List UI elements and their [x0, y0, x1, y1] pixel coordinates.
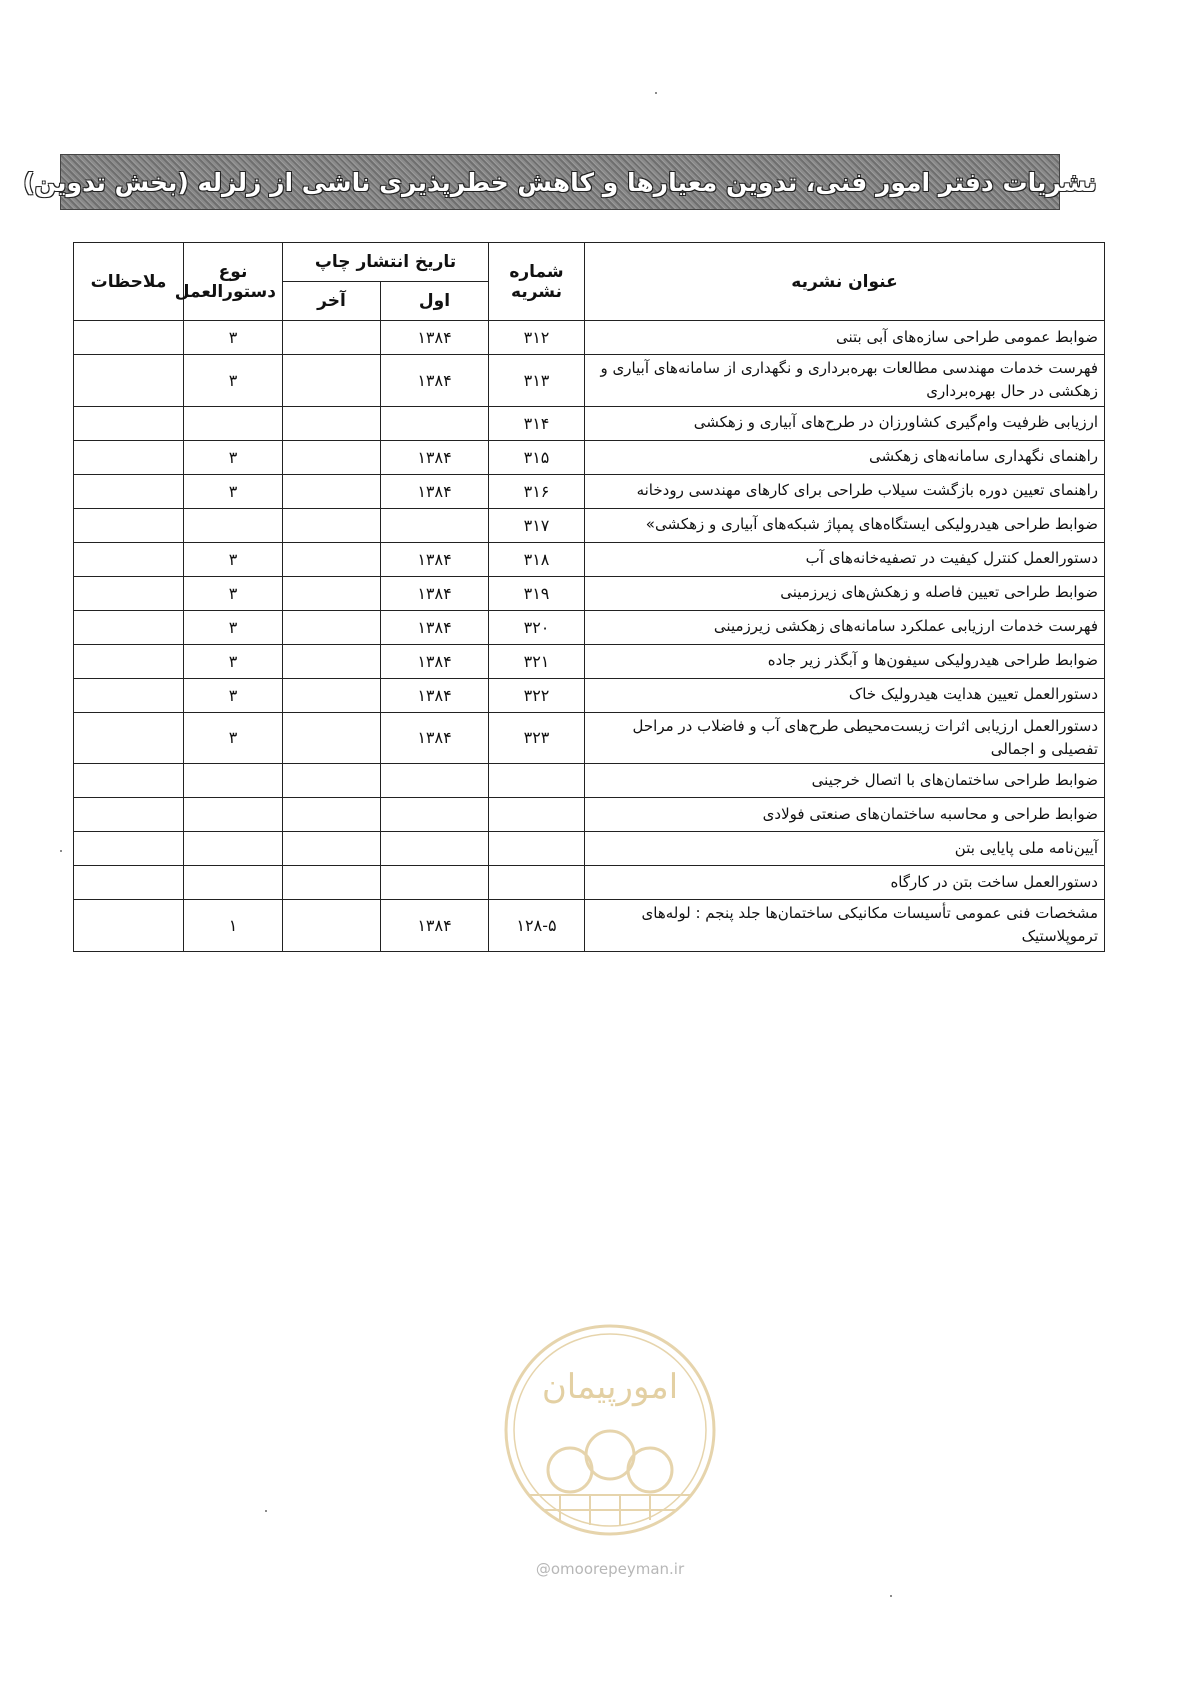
table-row: [74, 440, 1105, 474]
document-title: نشریات دفتر امور فنی، تدوین معیارها و کاهش خطرپذیری ناشی از زلزله (بخش تدوین): [23, 167, 1097, 197]
table-row: [74, 678, 1105, 712]
cell-first-print: [381, 764, 489, 798]
cell-number: ۳۲۳: [489, 712, 585, 764]
cell-type: ۳: [184, 678, 283, 712]
table-row: [74, 406, 1105, 440]
cell-first-print: ۱۳۸۴: [381, 474, 489, 508]
cell-last-print: [283, 712, 381, 764]
cell-last-print: [283, 474, 381, 508]
website-watermark: @omoorepeyman.ir: [535, 1560, 685, 1578]
header-number: [489, 243, 585, 321]
cell-notes: [74, 678, 184, 712]
cell-title: ضوابط طراحی ساختمان‌های با اتصال خرجینی: [585, 764, 1105, 798]
table-row: [74, 866, 1105, 900]
cell-number: ۱۲۸-۵: [489, 900, 585, 952]
cell-first-print: ۱۳۸۴: [381, 355, 489, 407]
table-row: [74, 644, 1105, 678]
cell-last-print: [283, 832, 381, 866]
cell-type: [184, 866, 283, 900]
header-print-date: تاریخ انتشار چاپ: [283, 243, 489, 282]
cell-title: فهرست خدمات ارزیابی عملکرد سامانه‌های زهکشی زیرزمینی: [585, 610, 1105, 644]
scan-speck: [655, 92, 657, 94]
cell-first-print: ۱۳۸۴: [381, 900, 489, 952]
cell-number: ۳۱۶: [489, 474, 585, 508]
cell-notes: [74, 321, 184, 355]
cell-number: ۳۱۳: [489, 355, 585, 407]
cell-notes: [74, 832, 184, 866]
cell-last-print: [283, 678, 381, 712]
cell-title: دستورالعمل ارزیابی اثرات زیست‌محیطی طرح‌های آب و فاضلاب در مراحل تفصیلی و اجمالی: [585, 712, 1105, 764]
cell-type: ۳: [184, 440, 283, 474]
cell-first-print: [381, 508, 489, 542]
cell-title: دستورالعمل کنترل کیفیت در تصفیه‌خانه‌های آب: [585, 542, 1105, 576]
cell-last-print: [283, 321, 381, 355]
table-row: [74, 798, 1105, 832]
cell-last-print: [283, 406, 381, 440]
cell-notes: [74, 610, 184, 644]
cell-last-print: [283, 900, 381, 952]
cell-type: [184, 798, 283, 832]
seal-logo-text: امورپیمان: [541, 1367, 679, 1407]
cell-type: ۳: [184, 610, 283, 644]
scan-speck: [890, 1595, 892, 1597]
cell-notes: [74, 576, 184, 610]
cell-notes: [74, 900, 184, 952]
cell-notes: [74, 355, 184, 407]
cell-number: [489, 764, 585, 798]
header-notes: ملاحظات: [74, 243, 184, 321]
cell-last-print: [283, 866, 381, 900]
table-row: [74, 576, 1105, 610]
cell-type: ۳: [184, 576, 283, 610]
cell-notes: [74, 474, 184, 508]
header-number-line2: نشریه: [511, 281, 562, 302]
cell-notes: [74, 542, 184, 576]
table-header-row: [74, 243, 1105, 282]
table-row: [74, 610, 1105, 644]
cell-title: راهنمای نگهداری سامانه‌های زهکشی: [585, 440, 1105, 474]
cell-last-print: [283, 440, 381, 474]
cell-notes: [74, 440, 184, 474]
seal-logo: [500, 1320, 720, 1540]
cell-first-print: ۱۳۸۴: [381, 678, 489, 712]
table-row: [74, 764, 1105, 798]
scan-speck: [265, 1510, 267, 1512]
cell-first-print: [381, 798, 489, 832]
cell-type: [184, 832, 283, 866]
cell-title: ضوابط طراحی و محاسبه ساختمان‌های صنعتی فولادی: [585, 798, 1105, 832]
cell-first-print: ۱۳۸۴: [381, 712, 489, 764]
cell-first-print: [381, 866, 489, 900]
cell-last-print: [283, 508, 381, 542]
cell-title: مشخصات فنی عمومی تأسیسات مکانیکی ساختمان‌ها جلد پنجم : لوله‌های ترموپلاستیک: [585, 900, 1105, 952]
cell-title: راهنمای تعیین دوره بازگشت سیلاب طراحی برای کارهای مهندسی رودخانه: [585, 474, 1105, 508]
cell-type: ۳: [184, 644, 283, 678]
cell-title: فهرست خدمات مهندسی مطالعات بهره‌برداری و نگهداری از سامانه‌های آبیاری و زهکشی در حال بهره‌برداری: [585, 355, 1105, 407]
cell-notes: [74, 866, 184, 900]
cell-number: ۳۲۲: [489, 678, 585, 712]
cell-number: ۳۱۷: [489, 508, 585, 542]
cell-first-print: [381, 832, 489, 866]
cell-type: ۳: [184, 355, 283, 407]
cell-notes: [74, 406, 184, 440]
cell-title: ضوابط طراحی تعیین فاصله و زهکش‌های زیرزمینی: [585, 576, 1105, 610]
table-row: [74, 712, 1105, 764]
cell-notes: [74, 798, 184, 832]
cell-title: ضوابط طراحی هیدرولیکی ایستگاه‌های پمپاژ شبکه‌های آبیاری و زهکشی»: [585, 508, 1105, 542]
table-row: [74, 321, 1105, 355]
cell-number: [489, 866, 585, 900]
table-row: [74, 900, 1105, 952]
cell-type: ۳: [184, 321, 283, 355]
header-type-line2: دستورالعمل: [174, 281, 276, 302]
document-title-banner: [23, 154, 1097, 210]
cell-type: ۳: [184, 542, 283, 576]
cell-number: ۳۱۹: [489, 576, 585, 610]
cell-last-print: [283, 610, 381, 644]
table-row: [74, 508, 1105, 542]
cell-number: ۳۲۰: [489, 610, 585, 644]
cell-type: [184, 406, 283, 440]
cell-title: ضوابط طراحی هیدرولیکی سیفون‌ها و آبگذر زیر جاده: [585, 644, 1105, 678]
cell-number: ۳۱۴: [489, 406, 585, 440]
cell-first-print: ۱۳۸۴: [381, 440, 489, 474]
cell-title: ضوابط عمومی طراحی سازه‌های آبی بتنی: [585, 321, 1105, 355]
cell-number: ۳۲۱: [489, 644, 585, 678]
cell-last-print: [283, 798, 381, 832]
cell-first-print: ۱۳۸۴: [381, 644, 489, 678]
scan-speck: [60, 850, 62, 852]
cell-type: [184, 764, 283, 798]
cell-title: آیین‌نامه ملی پایایی بتن: [585, 832, 1105, 866]
publications-table: [73, 242, 1105, 952]
table-body: [74, 321, 1105, 952]
cell-first-print: ۱۳۸۴: [381, 610, 489, 644]
cell-type: [184, 508, 283, 542]
table-row: [74, 474, 1105, 508]
cell-number: ۳۱۵: [489, 440, 585, 474]
cell-number: ۳۱۸: [489, 542, 585, 576]
cell-number: [489, 832, 585, 866]
cell-type: ۳: [184, 712, 283, 764]
cell-title: دستورالعمل تعیین هدایت هیدرولیک خاک: [585, 678, 1105, 712]
cell-last-print: [283, 764, 381, 798]
header-type: [174, 243, 283, 321]
cell-title: دستورالعمل ساخت بتن در کارگاه: [585, 866, 1105, 900]
table-row: [74, 832, 1105, 866]
cell-first-print: ۱۳۸۴: [381, 321, 489, 355]
header-title: عنوان نشریه: [585, 243, 1105, 321]
cell-number: ۳۱۲: [489, 321, 585, 355]
cell-title: ارزیابی ظرفیت وام‌گیری کشاورزان در طرح‌های آبیاری و زهکشی: [585, 406, 1105, 440]
cell-type: ۳: [184, 474, 283, 508]
cell-type: ۱: [184, 900, 283, 952]
cell-first-print: [381, 406, 489, 440]
cell-first-print: ۱۳۸۴: [381, 542, 489, 576]
header-first: اول: [381, 282, 489, 321]
cell-last-print: [283, 542, 381, 576]
cell-last-print: [283, 355, 381, 407]
header-number-line1: شماره: [509, 261, 564, 282]
header-last: آخر: [283, 282, 381, 321]
cell-notes: [74, 508, 184, 542]
table-row: [74, 542, 1105, 576]
table-row: [74, 355, 1105, 407]
cell-last-print: [283, 644, 381, 678]
cell-number: [489, 798, 585, 832]
cell-notes: [74, 712, 184, 764]
cell-notes: [74, 764, 184, 798]
cell-notes: [74, 644, 184, 678]
header-type-line1: نوع: [218, 261, 248, 282]
cell-first-print: ۱۳۸۴: [381, 576, 489, 610]
cell-last-print: [283, 576, 381, 610]
